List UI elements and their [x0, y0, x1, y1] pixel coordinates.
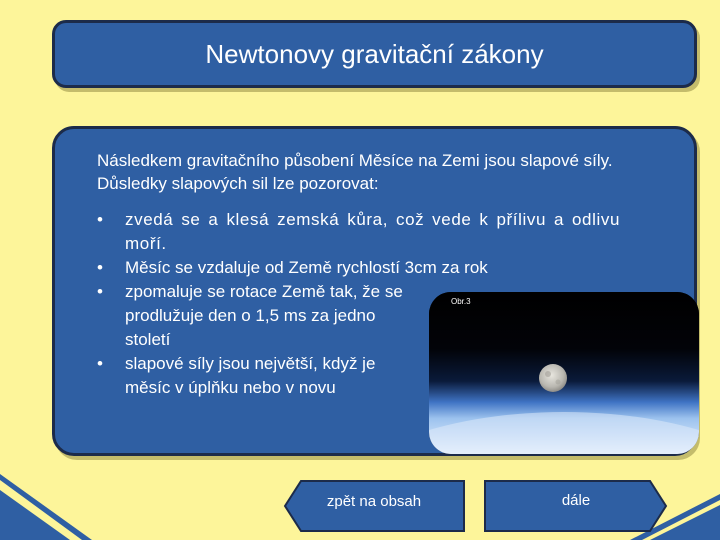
title-box	[52, 20, 697, 88]
slide-title: Newtonovy gravitační zákony	[205, 38, 544, 69]
list-item	[97, 280, 415, 352]
bullet-marker: •	[97, 258, 103, 277]
back-to-contents-button[interactable]	[283, 478, 465, 534]
bullet-text: zpomaluje se rotace Země tak, že se prodlužuje den o 1,5 ms za jedno století	[125, 282, 403, 349]
bullet-text: slapové síly jsou největší, když je měsíc v úplňku nebo v novu	[125, 354, 376, 397]
list-item	[97, 256, 620, 280]
list-item	[97, 208, 620, 256]
moon-earth-image	[429, 292, 699, 454]
bullet-marker: •	[97, 282, 103, 301]
photo-caption: Obr.3	[451, 297, 471, 306]
next-button[interactable]	[484, 478, 668, 534]
moon-over-earth-photo	[429, 292, 699, 454]
bullet-text: zvedá se a klesá zemská kůra, což vede k přílivu a odlivu moří.	[125, 210, 620, 253]
next-button-label: dále	[561, 492, 591, 509]
back-button-label: zpět na obsah	[326, 493, 422, 510]
bullet-text: Měsíc se vzdaluje od Země rychlostí 3cm za rok	[125, 258, 488, 277]
intro-text: Následkem gravitačního působení Měsíce na Zemi jsou slapové síly. Důsledky slapových sil lze pozorovat:	[97, 151, 613, 193]
list-item	[97, 352, 415, 400]
bullet-marker: •	[97, 354, 103, 373]
bullet-marker: •	[97, 210, 104, 229]
